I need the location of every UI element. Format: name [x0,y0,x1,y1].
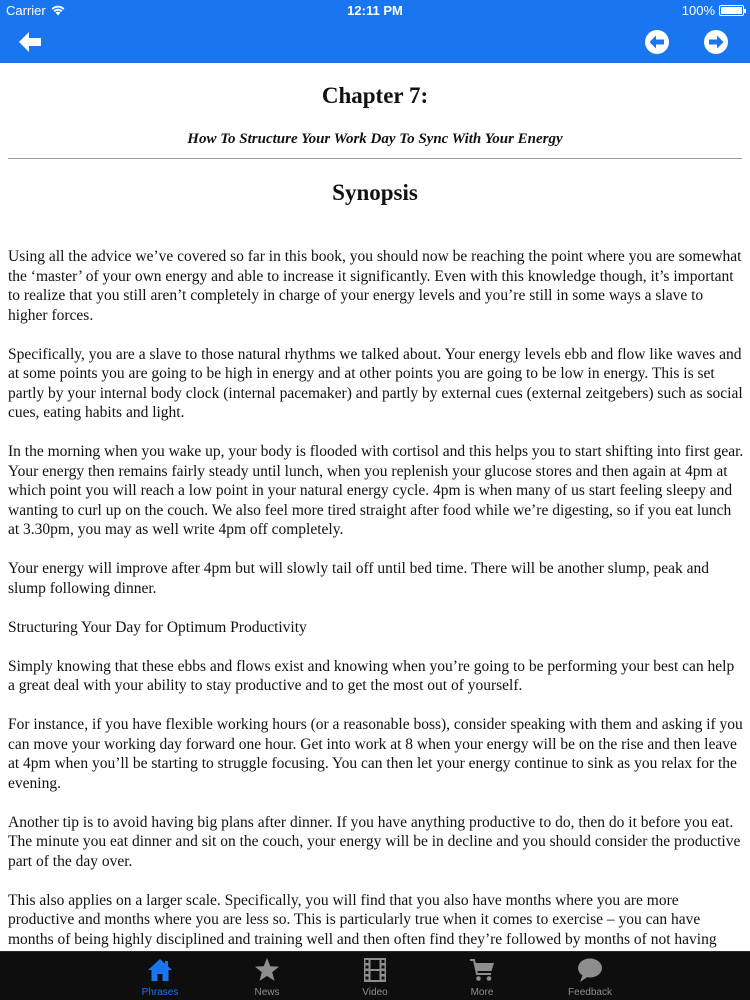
paragraph: Using all the advice we’ve covered so far in this book, you should now be reaching the point where you are somewhat the ‘master’ of your own energy and able to increase it significantly. Even with this knowledge though, it’s important to realize that you still aren’t completely in charge of your energy levels and you’re still in some ways a slave to higher forces. [8,248,742,324]
tab-label: Feedback [568,987,612,998]
speech-bubble-icon [576,956,604,984]
chapter-subtitle: How To Structure Your Work Day To Sync With Your Energy [187,131,563,147]
paragraph: Simply knowing that these ebbs and flows exist and knowing when you’re going to be performing your best can help a great deal with your ability to stay productive and to get the most out of yourself. [8,657,735,694]
cart-icon [468,956,496,984]
status-time: 12:11 PM [347,3,403,18]
paragraph: In the morning when you wake up, your body is flooded with cortisol and this helps you to start shifting into first gear. Your energy then remains fairly steady until lunch, when you replenish your glucose stores and then again at 4pm at which point you will reach a low point in your natural energy cycle. 4pm is when many of us start feeling sleepy and wanting to curl up on the couch. We also feel more tired straight after food while we’re digesting, so if you eat lunch at 3.30pm, you may as well write 4pm off completely. [8,443,744,538]
battery-indicator [682,3,744,18]
paragraph: Specifically, you are a slave to those natural rhythms we talked about. Your energy levels ebb and flow like waves and at some points you are going to be high in energy and at other points you are going to be low in energy. This is set partly by your internal body clock (internal pacemaker) and partly by external cues (external zeitgebers) such as social cues, eating habits and light. [8,345,743,421]
paragraph: Another tip is to avoid having big plans after dinner. If you have anything productive to do, then do it before you eat. The minute you eat dinner and sit on the couch, your energy will be in decline and you should consider the productive part of the day over. [8,813,741,870]
back-arrow-icon [16,28,44,56]
tab-bar [0,951,750,1000]
circle-arrow-left-icon [643,28,671,56]
tab-feedback[interactable] [535,952,645,1000]
paragraph: This also applies on a larger scale. Specifically, you will find that you also have months where you are more productive and months where you are less so. This is particularly true when it comes to exercise – you can have months of being highly disciplined and training well and then often find they’re followed by months of not having [8,891,717,948]
tab-news[interactable] [212,952,322,1000]
header-divider [8,158,742,159]
battery-percent: 100% [681,3,715,18]
next-chapter-button[interactable] [702,28,730,56]
back-button[interactable] [16,28,44,56]
previous-chapter-button[interactable] [643,28,671,56]
status-bar [0,0,750,20]
carrier-label: Carrier [6,3,46,18]
paragraph: For instance, if you have flexible working hours (or a reasonable boss), consider speaking with them and asking if you can move your working day forward one hour. Get into work at 8 when your energy will be on the rise and then leave at 4pm when you’ll be starting to struggle focusing. You can then let your energy continue to sink as you relax for the evening. [8,716,743,792]
paragraph-heading: Structuring Your Day for Optimum Productivity [8,618,307,636]
circle-arrow-right-icon [702,28,730,56]
tab-phrases[interactable] [105,952,215,1000]
tab-label: More [470,987,494,998]
home-icon [146,956,174,984]
tab-label: Video [362,987,388,998]
tab-more[interactable] [427,952,537,1000]
chapter-title: Chapter 7: [321,83,429,108]
film-icon [361,956,389,984]
tab-video[interactable] [320,952,430,1000]
section-title: Synopsis [332,180,418,205]
battery-icon [719,5,744,16]
navigation-bar [0,20,750,63]
chapter-content[interactable] [0,63,750,951]
star-icon [253,956,281,984]
chapter-body [8,247,744,951]
tab-label: News [254,987,280,998]
tab-label: Phrases [141,987,179,998]
paragraph: Your energy will improve after 4pm but will slowly tail off until bed time. There will be another slump, peak and slump following dinner. [8,560,709,597]
